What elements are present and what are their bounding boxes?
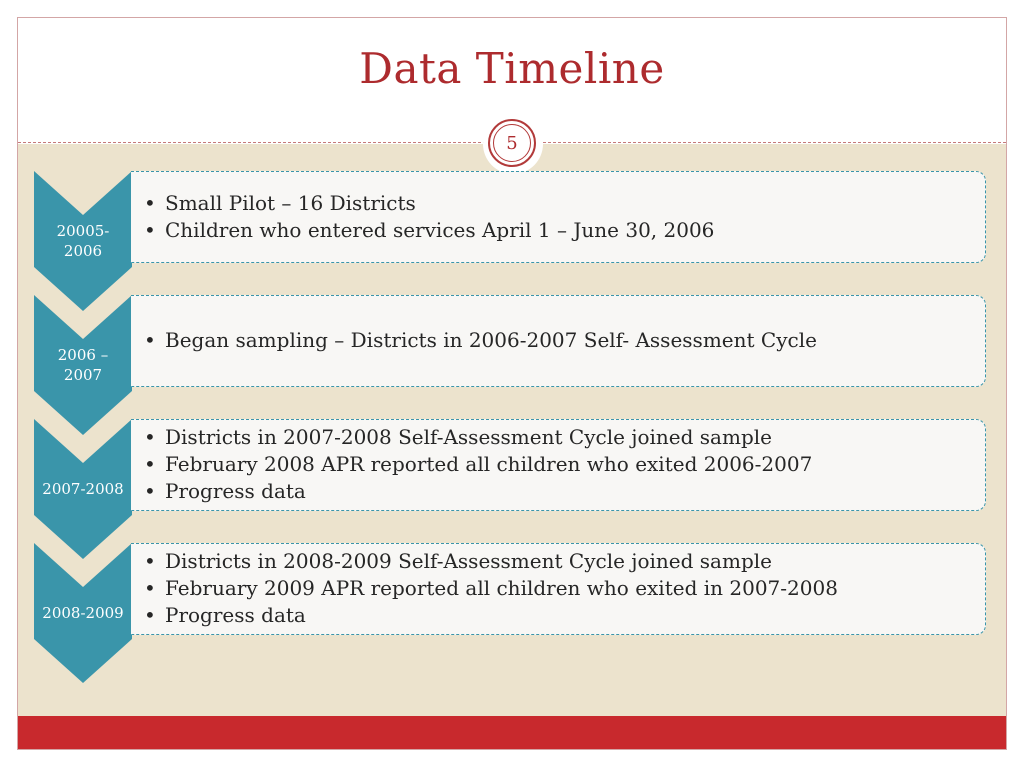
timeline-box-4: [131, 543, 986, 635]
bullet-list: [131, 548, 985, 629]
bullet-list: [131, 190, 985, 244]
page-title: Data Timeline: [359, 44, 665, 93]
timeline-chevron-2: [34, 295, 132, 437]
timeline-period-3: 2007-2008: [42, 480, 124, 498]
list-item: • Small Pilot – 16 Districts: [131, 190, 985, 217]
timeline-chevron-4: [34, 543, 132, 685]
list-item: • Progress data: [131, 602, 985, 629]
list-item: • Districts in 2008-2009 Self-Assessment Cycle joined sample: [131, 548, 985, 575]
list-item: • Began sampling – Districts in 2006-2007 Self- Assessment Cycle: [131, 327, 985, 354]
period-label: 20005- 2006: [56, 222, 110, 260]
timeline-chevron-1: [34, 171, 132, 313]
page-number-badge: [488, 119, 536, 167]
slide: [17, 17, 1007, 750]
timeline-box-2: [131, 295, 986, 387]
page-number: 5: [493, 124, 531, 162]
footer-bar: [18, 716, 1006, 750]
list-item: • Progress data: [131, 478, 985, 505]
list-item: • Children who entered services April 1 – June 30, 2006: [131, 217, 985, 244]
timeline-period-1: [34, 221, 132, 261]
list-item: • Districts in 2007-2008 Self-Assessment Cycle joined sample: [131, 424, 985, 451]
period-label: 2006 – 2007: [57, 346, 109, 384]
list-item: • February 2009 APR reported all children who exited in 2007-2008: [131, 575, 985, 602]
timeline-box-1: [131, 171, 986, 263]
bullet-list: [131, 424, 985, 505]
timeline-period-2: [34, 345, 132, 385]
list-item: • February 2008 APR reported all children who exited 2006-2007: [131, 451, 985, 478]
timeline-period-4: 2008-2009: [42, 604, 124, 622]
timeline-chevron-3: [34, 419, 132, 561]
timeline-box-3: [131, 419, 986, 511]
bullet-list: [131, 327, 985, 354]
